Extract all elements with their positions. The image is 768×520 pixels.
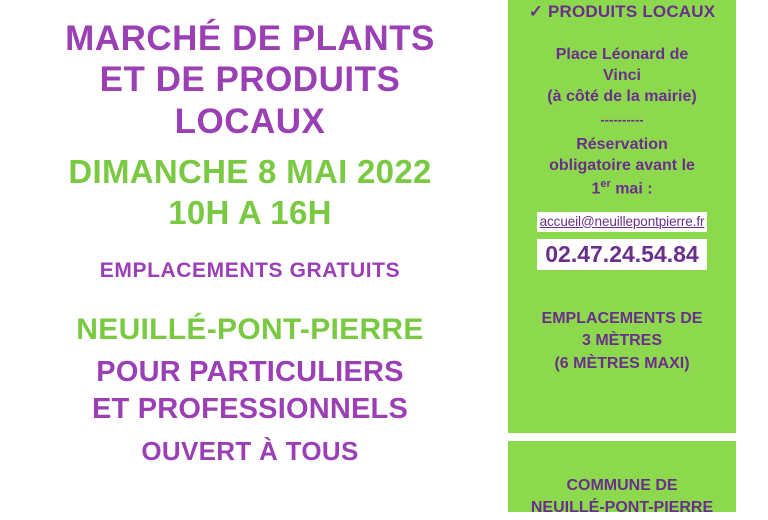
commune-info	[514, 441, 730, 520]
poster-free-spots: EMPLACEMENTS GRATUITS	[99, 259, 401, 283]
email-link[interactable]	[537, 212, 708, 232]
poster-title-line-1: MARCHÉ DE PLANTS	[65, 19, 435, 58]
phone-number[interactable]: 02.47.24.54.84	[545, 240, 699, 267]
commune-line-1: COMMUNE DE	[566, 477, 678, 494]
reservation-ordinal: er	[600, 177, 611, 190]
spot-size-line-2: 3 MÈTRES	[581, 332, 662, 350]
venue-address-line-2: Vinci	[603, 67, 641, 85]
separator-dashes: ----------	[600, 112, 644, 128]
poster-audience-line-2: ET PROFESSIONNELS	[92, 393, 408, 426]
spot-size-line-3: (6 MÈTRES MAXI)	[554, 355, 690, 373]
local-products-label: PRODUITS LOCAUX	[547, 2, 716, 21]
poster-title-line-3: LOCAUX	[174, 101, 326, 141]
poster-date-line: DIMANCHE 8 MAI 2022	[68, 152, 432, 190]
spot-size-line-1: EMPLACEMENTS DE	[541, 309, 703, 327]
reservation-month: mai :	[610, 180, 653, 198]
poster-info-panel	[508, 0, 736, 433]
poster-town-name: NEUILLÉ-PONT-PIERRE	[76, 313, 424, 347]
poster-right-column	[504, 0, 768, 517]
venue-address-line-1: Place Léonard de	[555, 46, 689, 63]
venue-address-line-3: (à côté de la mairie)	[547, 88, 697, 106]
poster-time-line: 10H A 16H	[168, 194, 332, 232]
poster-open-to-all: OUVERT À TOUS	[141, 435, 359, 466]
poster-audience-line-1: POUR PARTICULIERS	[96, 356, 404, 389]
reservation-line-3	[514, 177, 730, 200]
poster-commune-panel	[508, 441, 736, 517]
reservation-line-2: obligatoire avant le	[549, 157, 695, 175]
phone-box[interactable]	[537, 239, 706, 270]
reservation-line-1: Réservation	[576, 135, 668, 153]
spot-size-info	[514, 308, 730, 376]
poster-title-line-2: ET DE PRODUITS	[99, 60, 401, 100]
reservation-day: 1	[591, 180, 601, 198]
check-icon: ✓	[528, 2, 543, 21]
reservation-notice	[514, 134, 730, 200]
email-text[interactable]: accueil@neuillepontpierre.fr	[539, 213, 705, 229]
venue-address	[514, 44, 730, 107]
commune-line-2: NEUILLÉ-PONT-PIERRE	[530, 499, 714, 517]
local-products-row	[514, 0, 730, 22]
